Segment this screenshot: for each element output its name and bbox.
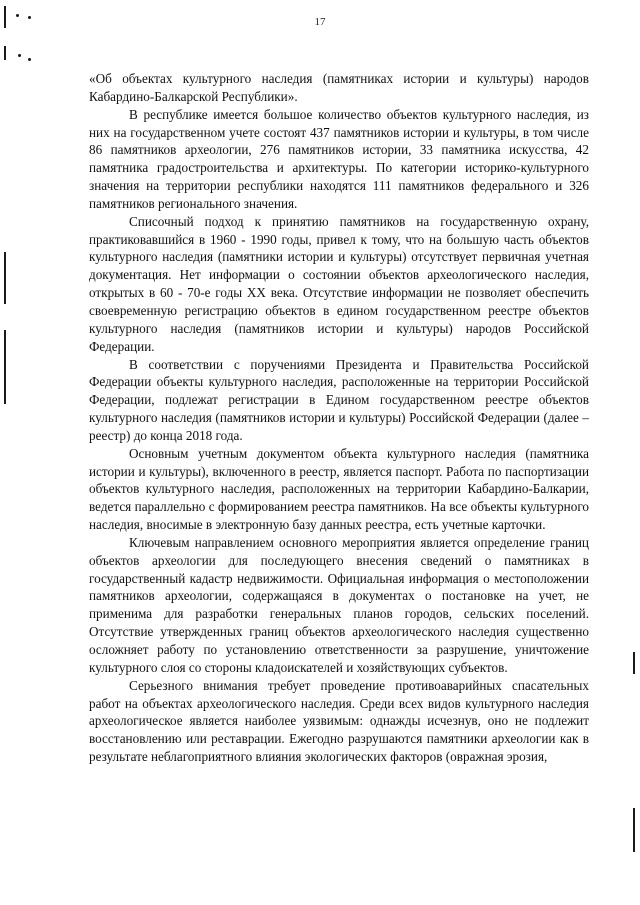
page-number: 17: [314, 16, 326, 28]
paragraph: Серьезного внимания требует проведение противоаварийных спасательных работ на объектах археологического наследия. Среди всех видов культурного наследия археологическое является наиболее уязвимым: однажды исчезнув, оно не подлежит восстановлению или реставрации. Ежегодно разрушаются памятники археологии как в результате неблагоприятного влияния экологических факторов (овражная эрозия,: [89, 677, 589, 765]
scan-mark-margin-line: [4, 252, 6, 304]
body-text: [89, 70, 589, 766]
scan-mark-dot: [28, 58, 31, 61]
scan-mark-margin-line-right: [633, 808, 635, 852]
paragraph: Основным учетным документом объекта культурного наследия (памятника истории и культуры), включенного в реестр, является паспорт. Работа по паспортизации объектов культурного наследия, расположенных на территории Кабардино-Балкарии, ведется параллельно с формированием реестра памятников. На все объекты культурного наследия, вносимые в электронную базу данных реестра, есть учетные карточки.: [89, 445, 589, 533]
paragraph: Ключевым направлением основного мероприятия является определение границ объектов археологии для последующего внесения сведений о памятниках в государственный кадастр недвижимости. Официальная информация о местоположении памятников археологии, содержащаяся в документах о постановке на учет, не применима для разработки генеральных планов городов, сельских поселений. Отсутствие утвержденных границ объектов археологического наследия существенно осложняет работу по установлению ответственности за разрушение, уничтожение культурного слоя со стороны кладоискателей и хозяйствующих субъектов.: [89, 534, 589, 675]
paragraph: Списочный подход к принятию памятников на государственную охрану, практиковавшийся в 1960 - 1990 годы, привел к тому, что на большую часть объектов культурного наследия (памятники истории и культуры) отсутствует первичная учетная документация. Нет информации о состоянии объектов археологического наследия, открытых в 60 - 70-е годы XX века. Отсутствие информации не позволяет обеспечить своевременную регистрацию объектов в едином государственном реестре объектов культурного наследия (памятников истории и культуры) народов Российской Федерации.: [89, 213, 589, 354]
scan-mark-margin-line: [4, 330, 6, 404]
scan-mark-dot: [18, 54, 21, 57]
scan-mark-margin-line-right: [633, 652, 635, 674]
paragraph: В республике имеется большое количество объектов культурного наследия, из них на государственном учете состоят 437 памятников истории и культуры, в том числе 86 памятников археологии, 276 памятников истории, 33 памятника искусства, 42 памятника градостроительства и архитектуры. По категории историко-культурного значения на территории республики находятся 111 памятников федерального и 326 памятников регионального значения.: [89, 106, 589, 211]
scan-mark-top-2: [4, 46, 6, 60]
paragraph: «Об объектах культурного наследия (памятниках истории и культуры) народов Кабардино-Балкарской Республики».: [89, 71, 589, 104]
paragraph: В соответствии с поручениями Президента и Правительства Российской Федерации объекты культурного наследия, расположенные на территории Российской Федерации, подлежат регистрации в Едином государственном реестре объектов культурного наследия (памятников истории и культуры) Российской Федерации (далее – реестр) до конца 2018 года.: [89, 356, 589, 443]
